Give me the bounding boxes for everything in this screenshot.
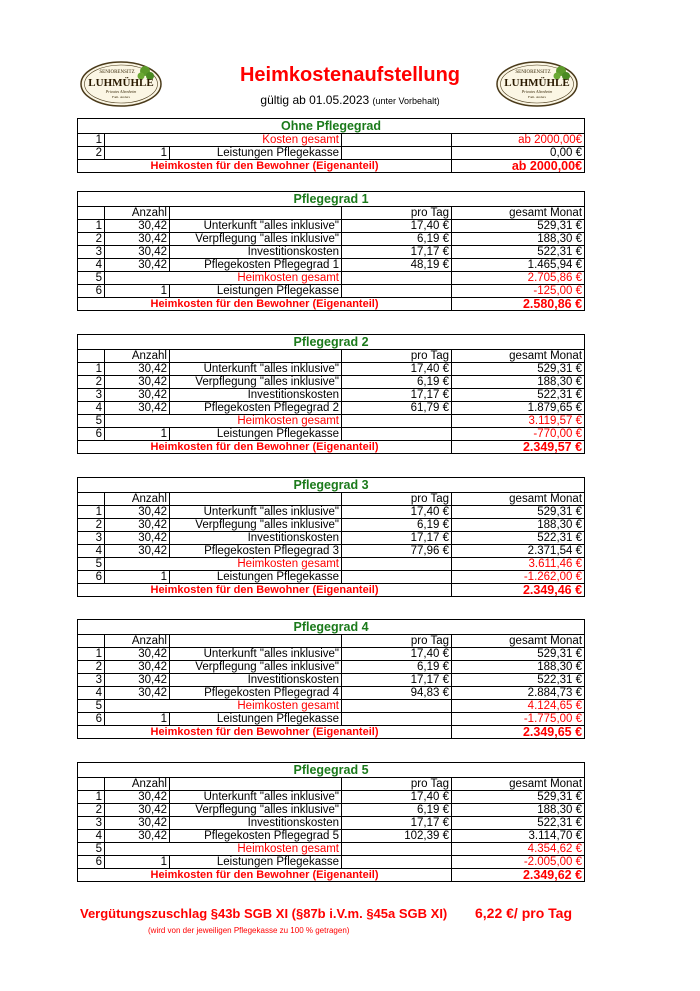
row-per-day: [342, 272, 452, 285]
col-label: [170, 493, 342, 506]
table-row: [78, 661, 585, 674]
kasse-value: -1.262,00 €: [452, 571, 585, 584]
table-row: [78, 259, 585, 272]
row-per-day: 6,19 €: [342, 804, 452, 817]
row-count: 30,42: [105, 376, 170, 389]
row-number: 6: [78, 856, 105, 869]
surcharge-note: (wird von der jeweiligen Pflegekasse zu 100 % getragen): [148, 926, 350, 935]
table-row: [78, 804, 585, 817]
row-label: Unterkunft "alles inklusive": [170, 363, 342, 376]
table-title-row: [78, 192, 585, 207]
table-row: [78, 363, 585, 376]
row-number: 6: [78, 571, 105, 584]
col-anzahl: Anzahl: [105, 493, 170, 506]
row-per-day: 6,19 €: [342, 661, 452, 674]
gesamt-label: Heimkosten gesamt: [105, 843, 342, 856]
total-label: Heimkosten für den Bewohner (Eigenanteil): [78, 441, 452, 454]
total-row: [78, 441, 585, 454]
gesamt-label: Heimkosten gesamt: [105, 272, 342, 285]
row-count: 30,42: [105, 389, 170, 402]
row-count: 1: [105, 428, 170, 441]
row-label: Investitionskosten: [170, 532, 342, 545]
svg-text:Fam. Anders: Fam. Anders: [528, 95, 546, 99]
col-nr: [78, 635, 105, 648]
total-label: Heimkosten für den Bewohner (Eigenanteil): [78, 298, 452, 311]
gesamt-row: [78, 415, 585, 428]
kasse-label: Leistungen Pflegekasse: [170, 713, 342, 726]
kasse-row: [78, 285, 585, 298]
row-label: Investitionskosten: [170, 389, 342, 402]
gesamt-row: [78, 558, 585, 571]
row-count: 30,42: [105, 506, 170, 519]
col-label: [170, 635, 342, 648]
surcharge-label: Vergütungszuschlag §43b SGB XI (§87b i.V.m. §45a SGB XI): [80, 906, 448, 921]
row-per-day: [342, 700, 452, 713]
row-month: 188,30 €: [452, 804, 585, 817]
col-gesamt: gesamt Monat: [452, 778, 585, 791]
total-value: 2.349,57 €: [452, 441, 585, 454]
section-title: Pflegegrad 5: [78, 763, 585, 778]
row-number: 3: [78, 532, 105, 545]
section-title: Pflegegrad 4: [78, 620, 585, 635]
row-count: 1: [105, 571, 170, 584]
row-per-day: [342, 428, 452, 441]
row-count: 30,42: [105, 363, 170, 376]
row-per-day: [342, 856, 452, 869]
row-count: 30,42: [105, 220, 170, 233]
col-gesamt: gesamt Monat: [452, 207, 585, 220]
svg-text:SENIORENSITZ: SENIORENSITZ: [515, 70, 551, 75]
row-month: 2.884,73 €: [452, 687, 585, 700]
row-number: 2: [78, 233, 105, 246]
kasse-row: [78, 571, 585, 584]
table-row: [78, 817, 585, 830]
gesamt-label: Heimkosten gesamt: [105, 415, 342, 428]
row-per-day: 61,79 €: [342, 402, 452, 415]
column-header-row: [78, 778, 585, 791]
row-count: 30,42: [105, 804, 170, 817]
row-label: Leistungen Pflegekasse: [170, 147, 342, 160]
row-number: 1: [78, 134, 105, 147]
row-per-day: 102,39 €: [342, 830, 452, 843]
table-row: [78, 545, 585, 558]
page-title: Heimkostenaufstellung: [239, 64, 461, 86]
total-label: Heimkosten für den Bewohner (Eigenanteil): [78, 726, 452, 739]
kasse-label: Leistungen Pflegekasse: [170, 285, 342, 298]
column-header-row: [78, 493, 585, 506]
col-pro-tag: pro Tag: [342, 350, 452, 363]
table-row: [78, 134, 585, 147]
row-month: 522,31 €: [452, 532, 585, 545]
row-month: 188,30 €: [452, 519, 585, 532]
row-month: 529,31 €: [452, 363, 585, 376]
row-per-day: [342, 843, 452, 856]
row-count: 30,42: [105, 830, 170, 843]
row-number: 5: [78, 843, 105, 856]
total-value: ab 2000,00€: [452, 160, 585, 173]
table-pflegegrad-2: [77, 334, 585, 454]
table-pflegegrad-3: [77, 477, 585, 597]
table-pflegegrad-5: [77, 762, 585, 882]
page-subtitle: [0, 93, 700, 107]
kasse-row: [78, 713, 585, 726]
svg-text:LUHMÜHLE: LUHMÜHLE: [88, 77, 154, 89]
col-label: [170, 778, 342, 791]
row-number: 3: [78, 817, 105, 830]
row-month: 188,30 €: [452, 661, 585, 674]
row-per-day: 17,40 €: [342, 648, 452, 661]
column-header-row: [78, 350, 585, 363]
column-header-row: [78, 207, 585, 220]
row-per-day: 94,83 €: [342, 687, 452, 700]
row-label: Unterkunft "alles inklusive": [170, 648, 342, 661]
svg-text:LUHMÜHLE: LUHMÜHLE: [504, 77, 570, 89]
row-number: 4: [78, 830, 105, 843]
row-number: 1: [78, 648, 105, 661]
row-number: 1: [78, 791, 105, 804]
total-value: 2.349,62 €: [452, 869, 585, 882]
row-per-day: [342, 713, 452, 726]
col-anzahl: Anzahl: [105, 207, 170, 220]
row-per-day: 17,17 €: [342, 674, 452, 687]
row-month: 529,31 €: [452, 220, 585, 233]
row-per-day: 17,17 €: [342, 532, 452, 545]
total-row: [78, 869, 585, 882]
col-gesamt: gesamt Monat: [452, 350, 585, 363]
row-per-day: 48,19 €: [342, 259, 452, 272]
row-count: 30,42: [105, 402, 170, 415]
column-header-row: [78, 635, 585, 648]
table-row: [78, 376, 585, 389]
row-per-day: 17,17 €: [342, 246, 452, 259]
row-month: 188,30 €: [452, 376, 585, 389]
row-month: 529,31 €: [452, 506, 585, 519]
row-per-day: 6,19 €: [342, 519, 452, 532]
row-count: 30,42: [105, 661, 170, 674]
row-label: Investitionskosten: [170, 817, 342, 830]
row-number: 1: [78, 220, 105, 233]
row-number: 6: [78, 285, 105, 298]
svg-text:Privates Altenheim: Privates Altenheim: [105, 89, 137, 94]
kasse-value: -1.775,00 €: [452, 713, 585, 726]
kasse-label: Leistungen Pflegekasse: [170, 856, 342, 869]
table-title-row: [78, 335, 585, 350]
table-row: [78, 233, 585, 246]
col-pro-tag: pro Tag: [342, 493, 452, 506]
col-nr: [78, 493, 105, 506]
row-count: 30,42: [105, 648, 170, 661]
row-count: 1: [105, 285, 170, 298]
gesamt-row: [78, 843, 585, 856]
col-label: [170, 207, 342, 220]
row-label: Verpflegung "alles inklusive": [170, 376, 342, 389]
row-per-day: 17,40 €: [342, 220, 452, 233]
row-per-day: [342, 147, 452, 160]
kasse-value: -125,00 €: [452, 285, 585, 298]
row-number: 3: [78, 674, 105, 687]
table-pflegegrad-1: [77, 191, 585, 311]
kasse-value: -2.005,00 €: [452, 856, 585, 869]
gesamt-value: 3.611,46 €: [452, 558, 585, 571]
row-month: ab 2000,00€: [452, 134, 585, 147]
table-row: [78, 791, 585, 804]
row-label: Unterkunft "alles inklusive": [170, 506, 342, 519]
table-row: [78, 674, 585, 687]
kasse-row: [78, 428, 585, 441]
row-month: 522,31 €: [452, 389, 585, 402]
table-ohne-pflegegrad: [77, 118, 585, 173]
row-number: 1: [78, 363, 105, 376]
row-count: 30,42: [105, 259, 170, 272]
table-title-row: [78, 763, 585, 778]
table-row: [78, 506, 585, 519]
col-anzahl: Anzahl: [105, 778, 170, 791]
row-number: 4: [78, 687, 105, 700]
row-per-day: 17,17 €: [342, 389, 452, 402]
row-number: 6: [78, 713, 105, 726]
row-label: Kosten gesamt: [105, 134, 342, 147]
row-count: 30,42: [105, 687, 170, 700]
col-gesamt: gesamt Monat: [452, 635, 585, 648]
kasse-label: Leistungen Pflegekasse: [170, 428, 342, 441]
total-value: 2.349,65 €: [452, 726, 585, 739]
table-row: [78, 687, 585, 700]
row-per-day: 17,17 €: [342, 817, 452, 830]
section-title: Pflegegrad 3: [78, 478, 585, 493]
row-month: 3.114,70 €: [452, 830, 585, 843]
row-per-day: 6,19 €: [342, 233, 452, 246]
svg-text:Fam. Anders: Fam. Anders: [112, 95, 130, 99]
row-per-day: [342, 558, 452, 571]
total-row: [78, 726, 585, 739]
section-title: Pflegegrad 1: [78, 192, 585, 207]
row-number: 2: [78, 519, 105, 532]
row-count: 30,42: [105, 817, 170, 830]
total-row: [78, 298, 585, 311]
row-month: 529,31 €: [452, 648, 585, 661]
section-title: Pflegegrad 2: [78, 335, 585, 350]
col-nr: [78, 778, 105, 791]
total-row: [78, 160, 585, 173]
row-label: Unterkunft "alles inklusive": [170, 791, 342, 804]
table-row: [78, 220, 585, 233]
row-label: Pflegekosten Pflegegrad 4: [170, 687, 342, 700]
row-label: Pflegekosten Pflegegrad 1: [170, 259, 342, 272]
row-number: 5: [78, 415, 105, 428]
gesamt-label: Heimkosten gesamt: [105, 700, 342, 713]
kasse-label: Leistungen Pflegekasse: [170, 571, 342, 584]
table-title-row: [78, 620, 585, 635]
row-count: 30,42: [105, 233, 170, 246]
total-label: Heimkosten für den Bewohner (Eigenanteil): [78, 160, 452, 173]
row-label: Verpflegung "alles inklusive": [170, 804, 342, 817]
col-anzahl: Anzahl: [105, 350, 170, 363]
row-number: 2: [78, 661, 105, 674]
gesamt-value: 2.705,86 €: [452, 272, 585, 285]
row-number: 6: [78, 428, 105, 441]
kasse-value: -770,00 €: [452, 428, 585, 441]
row-per-day: [342, 415, 452, 428]
row-count: 30,42: [105, 532, 170, 545]
row-count: 30,42: [105, 674, 170, 687]
row-count: 30,42: [105, 246, 170, 259]
col-pro-tag: pro Tag: [342, 778, 452, 791]
col-pro-tag: pro Tag: [342, 207, 452, 220]
table-row: [78, 389, 585, 402]
col-anzahl: Anzahl: [105, 635, 170, 648]
gesamt-row: [78, 700, 585, 713]
table-row: [78, 402, 585, 415]
total-label: Heimkosten für den Bewohner (Eigenanteil): [78, 869, 452, 882]
col-pro-tag: pro Tag: [342, 635, 452, 648]
row-per-day: [342, 134, 452, 147]
row-month: 1.879,65 €: [452, 402, 585, 415]
table-row: [78, 147, 585, 160]
table-title-row: [78, 119, 585, 134]
row-number: 5: [78, 558, 105, 571]
gesamt-label: Heimkosten gesamt: [105, 558, 342, 571]
row-label: Pflegekosten Pflegegrad 3: [170, 545, 342, 558]
row-label: Pflegekosten Pflegegrad 5: [170, 830, 342, 843]
row-number: 3: [78, 389, 105, 402]
row-month: 0,00 €: [452, 147, 585, 160]
row-label: Investitionskosten: [170, 674, 342, 687]
total-label: Heimkosten für den Bewohner (Eigenanteil): [78, 584, 452, 597]
table-row: [78, 648, 585, 661]
row-label: Verpflegung "alles inklusive": [170, 519, 342, 532]
row-number: 4: [78, 402, 105, 415]
table-row: [78, 532, 585, 545]
row-month: 522,31 €: [452, 817, 585, 830]
row-month: 1.465,94 €: [452, 259, 585, 272]
total-value: 2.349,46 €: [452, 584, 585, 597]
row-per-day: 77,96 €: [342, 545, 452, 558]
row-count: 30,42: [105, 519, 170, 532]
row-count: 30,42: [105, 545, 170, 558]
svg-text:Privates Altenheim: Privates Altenheim: [521, 89, 553, 94]
row-per-day: 17,40 €: [342, 506, 452, 519]
section-title: Ohne Pflegegrad: [78, 119, 585, 134]
validity-date: gültig ab 01.05.2023: [260, 93, 370, 107]
row-number: 2: [78, 147, 105, 160]
kasse-row: [78, 856, 585, 869]
row-number: 2: [78, 804, 105, 817]
table-title-row: [78, 478, 585, 493]
row-per-day: 17,40 €: [342, 791, 452, 804]
row-label: Unterkunft "alles inklusive": [170, 220, 342, 233]
row-per-day: [342, 571, 452, 584]
row-number: 1: [78, 506, 105, 519]
table-pflegegrad-4: [77, 619, 585, 739]
table-row: [78, 519, 585, 532]
svg-text:SENIORENSITZ: SENIORENSITZ: [99, 70, 135, 75]
row-count: 1: [105, 713, 170, 726]
row-month: 188,30 €: [452, 233, 585, 246]
total-row: [78, 584, 585, 597]
surcharge-value: 6,22 €/ pro Tag: [475, 905, 572, 921]
row-month: 529,31 €: [452, 791, 585, 804]
row-month: 522,31 €: [452, 246, 585, 259]
validity-note: (unter Vorbehalt): [372, 96, 440, 106]
table-row: [78, 830, 585, 843]
row-month: 2.371,54 €: [452, 545, 585, 558]
row-number: 3: [78, 246, 105, 259]
gesamt-value: 4.354,62 €: [452, 843, 585, 856]
row-number: 4: [78, 545, 105, 558]
row-month: 522,31 €: [452, 674, 585, 687]
row-label: Verpflegung "alles inklusive": [170, 233, 342, 246]
col-nr: [78, 207, 105, 220]
total-value: 2.580,86 €: [452, 298, 585, 311]
row-count: 1: [105, 147, 170, 160]
gesamt-value: 4.124,65 €: [452, 700, 585, 713]
row-per-day: 17,40 €: [342, 363, 452, 376]
row-number: 4: [78, 259, 105, 272]
row-number: 5: [78, 700, 105, 713]
gesamt-row: [78, 272, 585, 285]
col-gesamt: gesamt Monat: [452, 493, 585, 506]
row-label: Investitionskosten: [170, 246, 342, 259]
row-label: Pflegekosten Pflegegrad 2: [170, 402, 342, 415]
row-count: 1: [105, 856, 170, 869]
row-number: 2: [78, 376, 105, 389]
row-label: Verpflegung "alles inklusive": [170, 661, 342, 674]
row-per-day: [342, 285, 452, 298]
gesamt-value: 3.119,57 €: [452, 415, 585, 428]
row-number: 5: [78, 272, 105, 285]
row-count: 30,42: [105, 791, 170, 804]
row-per-day: 6,19 €: [342, 376, 452, 389]
col-nr: [78, 350, 105, 363]
col-label: [170, 350, 342, 363]
table-row: [78, 246, 585, 259]
